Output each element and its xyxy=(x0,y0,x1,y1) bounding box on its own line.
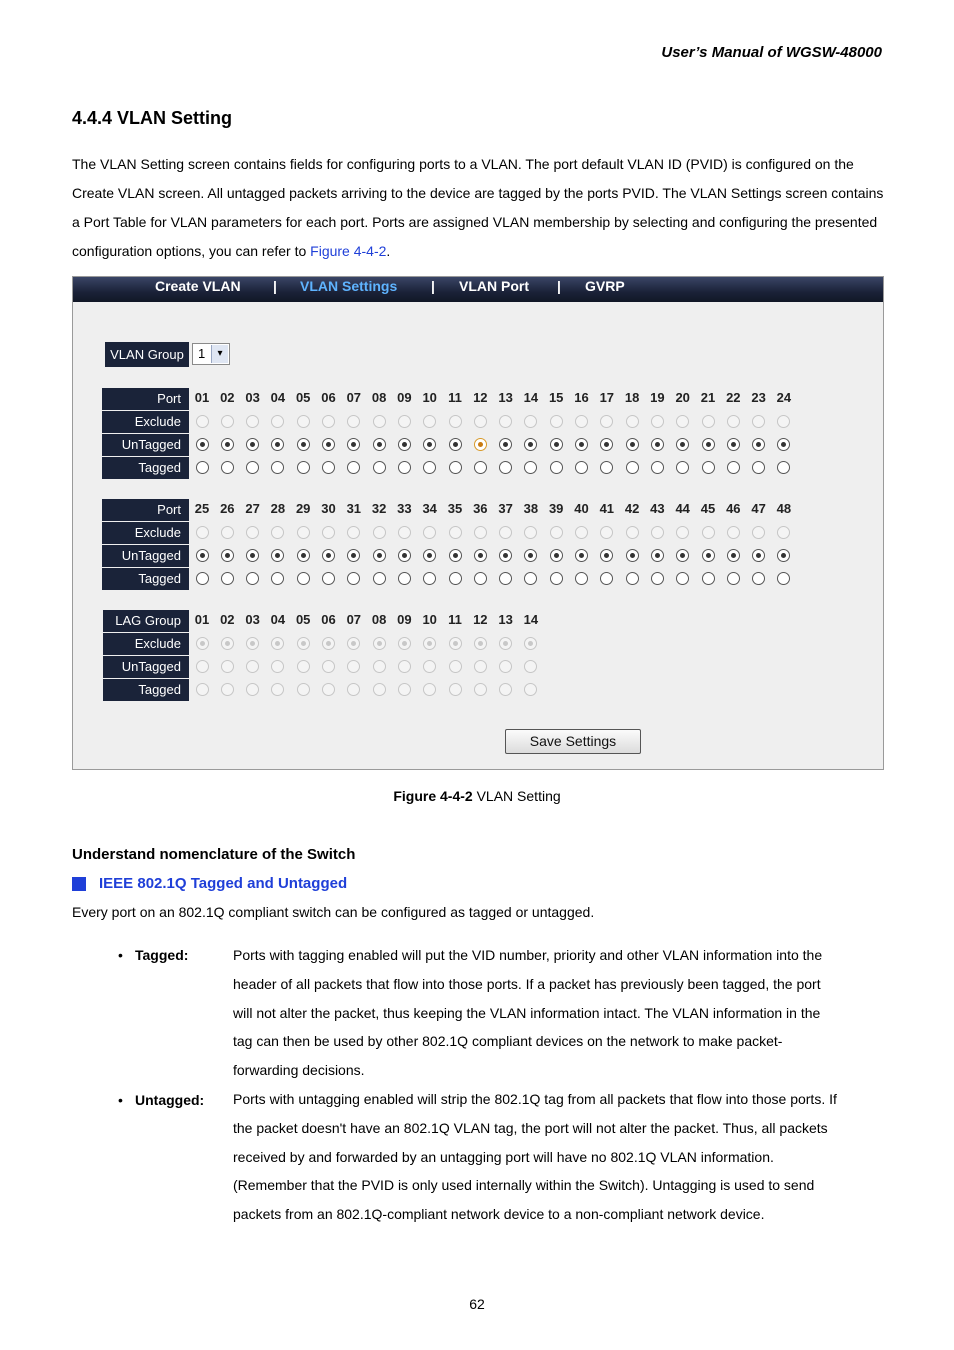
port-number-28: 28 xyxy=(270,501,286,516)
radio-tagged-43[interactable] xyxy=(651,572,664,585)
row-label-tagged: Tagged xyxy=(103,679,189,701)
radio-untagged-44[interactable] xyxy=(676,549,689,562)
radio-tagged-48[interactable] xyxy=(777,572,790,585)
desc-tagged: Ports with tagging enabled will put the VID number, priority and other VLAN information into the header of all packets that flow into those ports. If a packet has previously been tagged, the port will not alter the packet, thus keeping the VLAN information intact. The VLAN information in the tag can then be used by other 802.1Q compliant devices on the network to make packet-forwarding decisions. xyxy=(233,947,823,1079)
term-untagged: Untagged: xyxy=(135,1092,205,1108)
radio-tagged-14[interactable] xyxy=(524,461,537,474)
radio-exclude-24 xyxy=(777,415,790,428)
radio-tagged-05 xyxy=(297,683,310,696)
radio-tagged-37[interactable] xyxy=(499,572,512,585)
port-number-29: 29 xyxy=(295,501,311,516)
port-number-30: 30 xyxy=(321,501,336,516)
lag-number-01: 01 xyxy=(194,612,210,627)
radio-tagged-06 xyxy=(322,683,335,696)
port-number-32: 32 xyxy=(371,501,387,516)
radio-untagged-40[interactable] xyxy=(575,549,588,562)
radio-untagged-16[interactable] xyxy=(575,438,588,451)
nav-vlan-port[interactable]: VLAN Port xyxy=(459,278,529,294)
radio-tagged-31[interactable] xyxy=(347,572,360,585)
radio-tagged-04[interactable] xyxy=(271,461,284,474)
radio-untagged-10[interactable] xyxy=(423,438,436,451)
radio-tagged-09[interactable] xyxy=(398,461,411,474)
save-settings-button[interactable]: Save Settings xyxy=(505,729,641,754)
manual-title: User’s Manual of WGSW-48000 xyxy=(661,44,882,61)
radio-tagged-12 xyxy=(474,683,487,696)
radio-untagged-35[interactable] xyxy=(449,549,462,562)
radio-exclude-29 xyxy=(297,526,310,539)
radio-exclude-02 xyxy=(221,637,234,650)
radio-untagged-41[interactable] xyxy=(600,549,613,562)
radio-untagged-03[interactable] xyxy=(246,438,259,451)
radio-untagged-47[interactable] xyxy=(752,549,765,562)
port-number-12: 12 xyxy=(473,390,488,405)
radio-tagged-34[interactable] xyxy=(423,572,436,585)
nav-vlan-settings[interactable]: VLAN Settings xyxy=(300,278,398,294)
radio-exclude-09 xyxy=(398,637,411,650)
lag-number-14: 14 xyxy=(523,612,539,627)
radio-exclude-06 xyxy=(322,637,335,650)
radio-tagged-44[interactable] xyxy=(676,572,689,585)
radio-untagged-21[interactable] xyxy=(702,438,715,451)
port-number-20: 20 xyxy=(675,390,690,405)
radio-tagged-04 xyxy=(271,683,284,696)
radio-exclude-01 xyxy=(196,637,209,650)
radio-untagged-02[interactable] xyxy=(221,438,234,451)
port-number-43: 43 xyxy=(650,501,665,516)
radio-exclude-39 xyxy=(550,526,563,539)
square-bullet-icon xyxy=(72,877,86,891)
radio-untagged-05 xyxy=(297,660,310,673)
lag-number-08: 08 xyxy=(371,612,387,627)
radio-tagged-05[interactable] xyxy=(297,461,310,474)
radio-exclude-04 xyxy=(271,637,284,650)
term-tagged: Tagged: xyxy=(135,947,189,963)
radio-exclude-34 xyxy=(423,526,436,539)
port-number-41: 41 xyxy=(599,501,615,516)
row-label-untagged: UnTagged xyxy=(102,545,189,567)
row-label-lag-group: LAG Group xyxy=(103,610,189,632)
radio-tagged-29[interactable] xyxy=(297,572,310,585)
radio-untagged-07[interactable] xyxy=(347,438,360,451)
radio-exclude-45 xyxy=(702,526,715,539)
radio-tagged-47[interactable] xyxy=(752,572,765,585)
radio-exclude-37 xyxy=(499,526,512,539)
nav-separator: | xyxy=(557,278,561,294)
radio-tagged-01 xyxy=(196,683,209,696)
lag-number-05: 05 xyxy=(295,612,311,627)
radio-exclude-30 xyxy=(322,526,335,539)
section-title: 4.4.4 VLAN Setting xyxy=(72,108,233,128)
desc-untagged: Ports with untagging enabled will strip the 802.1Q tag from all packets that flow into those ports. If the packet doesn't have an 802.1Q VLAN tag, the port will not alter the packet. Thus, all packets received by and forwarded by an untagging port will have no 802.1Q VLAN information. (Remember that the PVID is only used internally within the Switch). Untagging is used to send packets from an 802.1Q-compliant network device to a non-compliant network device. xyxy=(233,1091,837,1223)
lag-number-09: 09 xyxy=(397,612,412,627)
radio-exclude-07 xyxy=(347,415,360,428)
row-label-tagged: Tagged xyxy=(102,457,189,479)
radio-tagged-08 xyxy=(373,683,386,696)
radio-tagged-06[interactable] xyxy=(322,461,335,474)
nav-separator: | xyxy=(273,278,277,294)
row-label-tagged: Tagged xyxy=(102,568,189,590)
radio-exclude-27 xyxy=(246,526,259,539)
intro-text: The VLAN Setting screen contains fields for configuring ports to a VLAN. The port default VLAN ID (PVID) is configured on the Create VLAN screen. All untagged packets arriving to the device are tagged by the ports PVID. The VLAN Settings screen contains a Port Table for VLAN parameters for each port. Ports are assigned VLAN membership by selecting and configuring the presented configuration options, you can refer to xyxy=(72,156,884,259)
radio-exclude-13 xyxy=(499,415,512,428)
radio-tagged-15[interactable] xyxy=(550,461,563,474)
caption-text: VLAN Setting xyxy=(472,788,561,804)
radio-untagged-30[interactable] xyxy=(322,549,335,562)
radio-tagged-07[interactable] xyxy=(347,461,360,474)
radio-tagged-08[interactable] xyxy=(373,461,386,474)
port-number-34: 34 xyxy=(422,501,437,516)
radio-exclude-28 xyxy=(271,526,284,539)
radio-tagged-38[interactable] xyxy=(524,572,537,585)
port-number-13: 13 xyxy=(498,390,513,405)
radio-exclude-08 xyxy=(373,637,386,650)
port-number-46: 46 xyxy=(726,501,741,516)
radio-exclude-06 xyxy=(322,415,335,428)
port-number-24: 24 xyxy=(776,390,792,405)
radio-tagged-18[interactable] xyxy=(626,461,639,474)
radio-untagged-39[interactable] xyxy=(550,549,563,562)
port-number-36: 36 xyxy=(473,501,488,516)
port-number-39: 39 xyxy=(548,501,564,516)
radio-exclude-14 xyxy=(524,415,537,428)
port-number-27: 27 xyxy=(245,501,260,516)
radio-untagged-25[interactable] xyxy=(196,549,209,562)
radio-tagged-24[interactable] xyxy=(777,461,790,474)
radio-tagged-22[interactable] xyxy=(727,461,740,474)
port-number-16: 16 xyxy=(574,390,589,405)
row-label-exclude: Exclude xyxy=(102,522,189,544)
port-number-38: 38 xyxy=(523,501,539,516)
radio-exclude-02 xyxy=(221,415,234,428)
radio-tagged-42[interactable] xyxy=(626,572,639,585)
nav-separator: | xyxy=(431,278,435,294)
port-number-05: 05 xyxy=(295,390,311,405)
radio-exclude-09 xyxy=(398,415,411,428)
port-number-33: 33 xyxy=(397,501,412,516)
radio-exclude-25 xyxy=(196,526,209,539)
radio-untagged-38[interactable] xyxy=(524,549,537,562)
radio-untagged-28[interactable] xyxy=(271,549,284,562)
lag-number-04: 04 xyxy=(270,612,286,627)
radio-exclude-03 xyxy=(246,637,259,650)
port-number-08: 08 xyxy=(371,390,387,405)
port-number-45: 45 xyxy=(700,501,716,516)
caption-label: Figure 4-4-2 xyxy=(393,788,473,804)
lag-number-11: 11 xyxy=(448,612,462,627)
radio-untagged-29[interactable] xyxy=(297,549,310,562)
radio-exclude-01 xyxy=(196,415,209,428)
radio-exclude-12 xyxy=(474,415,487,428)
nomenclature-subtitle: IEEE 802.1Q Tagged and Untagged xyxy=(99,875,348,892)
radio-tagged-13[interactable] xyxy=(499,461,512,474)
radio-tagged-30[interactable] xyxy=(322,572,335,585)
radio-exclude-26 xyxy=(221,526,234,539)
radio-tagged-28[interactable] xyxy=(271,572,284,585)
radio-tagged-35[interactable] xyxy=(449,572,462,585)
port-number-10: 10 xyxy=(422,390,437,405)
radio-untagged-19[interactable] xyxy=(651,438,664,451)
lag-number-07: 07 xyxy=(346,612,362,627)
radio-untagged-31[interactable] xyxy=(347,549,360,562)
lag-number-03: 03 xyxy=(245,612,260,627)
bullet-dot-icon: • xyxy=(118,1092,123,1108)
radio-exclude-12 xyxy=(474,637,487,650)
vlan-settings-figure xyxy=(72,276,884,770)
radio-exclude-13 xyxy=(499,637,512,650)
radio-tagged-02[interactable] xyxy=(221,461,234,474)
radio-untagged-23[interactable] xyxy=(752,438,765,451)
radio-tagged-26[interactable] xyxy=(221,572,234,585)
radio-untagged-32[interactable] xyxy=(373,549,386,562)
radio-exclude-05 xyxy=(297,415,310,428)
radio-untagged-08[interactable] xyxy=(373,438,386,451)
radio-exclude-15 xyxy=(550,415,563,428)
radio-exclude-10 xyxy=(423,637,436,650)
radio-tagged-10 xyxy=(423,683,436,696)
page-number: 62 xyxy=(469,1296,485,1312)
radio-untagged-05[interactable] xyxy=(297,438,310,451)
radio-tagged-07 xyxy=(347,683,360,696)
port-number-26: 26 xyxy=(220,501,235,516)
port-number-42: 42 xyxy=(624,501,640,516)
radio-untagged-13 xyxy=(499,660,512,673)
radio-tagged-33[interactable] xyxy=(398,572,411,585)
radio-exclude-03 xyxy=(246,415,259,428)
radio-tagged-25[interactable] xyxy=(196,572,209,585)
radio-exclude-35 xyxy=(449,526,462,539)
port-number-17: 17 xyxy=(599,390,615,405)
radio-untagged-10 xyxy=(423,660,436,673)
radio-exclude-47 xyxy=(752,526,765,539)
radio-tagged-32[interactable] xyxy=(373,572,386,585)
radio-untagged-26[interactable] xyxy=(221,549,234,562)
port-number-06: 06 xyxy=(321,390,336,405)
figure-link[interactable]: Figure 4-4-2 xyxy=(310,243,387,259)
radio-exclude-21 xyxy=(702,415,715,428)
radio-tagged-41[interactable] xyxy=(600,572,613,585)
radio-tagged-11[interactable] xyxy=(449,461,462,474)
radio-tagged-17[interactable] xyxy=(600,461,613,474)
intro-end: . xyxy=(386,243,391,259)
row-label-port: Port xyxy=(102,499,189,521)
port-number-47: 47 xyxy=(751,501,766,516)
port-number-40: 40 xyxy=(574,501,589,516)
radio-exclude-14 xyxy=(524,637,537,650)
radio-exclude-04 xyxy=(271,415,284,428)
radio-untagged-15[interactable] xyxy=(550,438,563,451)
lag-number-02: 02 xyxy=(220,612,235,627)
port-number-23: 23 xyxy=(751,390,766,405)
radio-exclude-38 xyxy=(524,526,537,539)
radio-tagged-02 xyxy=(221,683,234,696)
vlan-nav-bar xyxy=(73,277,883,302)
radio-tagged-13 xyxy=(499,683,512,696)
radio-exclude-31 xyxy=(347,526,360,539)
lag-number-10: 10 xyxy=(422,612,437,627)
radio-exclude-36 xyxy=(474,526,487,539)
port-number-18: 18 xyxy=(624,390,640,405)
radio-untagged-04[interactable] xyxy=(271,438,284,451)
port-number-44: 44 xyxy=(675,501,690,516)
radio-untagged-11[interactable] xyxy=(449,438,462,451)
radio-tagged-10[interactable] xyxy=(423,461,436,474)
radio-untagged-08 xyxy=(373,660,386,673)
port-number-11: 11 xyxy=(448,390,462,405)
radio-exclude-18 xyxy=(626,415,639,428)
row-label-exclude: Exclude xyxy=(102,411,189,433)
radio-untagged-12[interactable] xyxy=(474,438,487,451)
nav-gvrp[interactable]: GVRP xyxy=(585,278,625,294)
radio-tagged-27[interactable] xyxy=(246,572,259,585)
lag-number-13: 13 xyxy=(498,612,513,627)
figure-caption xyxy=(0,788,954,804)
radio-exclude-46 xyxy=(727,526,740,539)
port-number-03: 03 xyxy=(245,390,260,405)
radio-exclude-10 xyxy=(423,415,436,428)
port-number-09: 09 xyxy=(397,390,412,405)
radio-tagged-39[interactable] xyxy=(550,572,563,585)
row-label-untagged: UnTagged xyxy=(102,434,189,456)
radio-untagged-46[interactable] xyxy=(727,549,740,562)
radio-exclude-43 xyxy=(651,526,664,539)
radio-exclude-33 xyxy=(398,526,411,539)
radio-tagged-09 xyxy=(398,683,411,696)
radio-untagged-18[interactable] xyxy=(626,438,639,451)
chevron-down-icon: ▾ xyxy=(211,345,228,363)
radio-tagged-45[interactable] xyxy=(702,572,715,585)
port-number-19: 19 xyxy=(650,390,665,405)
radio-tagged-46[interactable] xyxy=(727,572,740,585)
radio-tagged-12[interactable] xyxy=(474,461,487,474)
radio-untagged-45[interactable] xyxy=(702,549,715,562)
radio-untagged-48[interactable] xyxy=(777,549,790,562)
radio-tagged-23[interactable] xyxy=(752,461,765,474)
port-number-04: 04 xyxy=(270,390,286,405)
radio-tagged-40[interactable] xyxy=(575,572,588,585)
radio-untagged-06 xyxy=(322,660,335,673)
radio-untagged-20[interactable] xyxy=(676,438,689,451)
radio-exclude-05 xyxy=(297,637,310,650)
radio-tagged-16[interactable] xyxy=(575,461,588,474)
lag-number-06: 06 xyxy=(321,612,336,627)
radio-tagged-20[interactable] xyxy=(676,461,689,474)
port-number-37: 37 xyxy=(498,501,513,516)
port-number-25: 25 xyxy=(194,501,210,516)
radio-exclude-20 xyxy=(676,415,689,428)
radio-untagged-01 xyxy=(196,660,209,673)
radio-tagged-01[interactable] xyxy=(196,461,209,474)
radio-untagged-03 xyxy=(246,660,259,673)
port-number-31: 31 xyxy=(346,501,362,516)
radio-exclude-40 xyxy=(575,526,588,539)
radio-exclude-11 xyxy=(449,637,462,650)
radio-exclude-42 xyxy=(626,526,639,539)
intro-paragraph xyxy=(72,150,884,266)
radio-exclude-22 xyxy=(727,415,740,428)
radio-untagged-42[interactable] xyxy=(626,549,639,562)
radio-untagged-43[interactable] xyxy=(651,549,664,562)
radio-untagged-12 xyxy=(474,660,487,673)
radio-untagged-27[interactable] xyxy=(246,549,259,562)
vlan-group-select[interactable] xyxy=(192,343,230,365)
radio-untagged-37[interactable] xyxy=(499,549,512,562)
radio-untagged-22[interactable] xyxy=(727,438,740,451)
nomenclature-intro: Every port on an 802.1Q compliant switch can be configured as tagged or untagged. xyxy=(72,904,595,920)
radio-untagged-01[interactable] xyxy=(196,438,209,451)
radio-exclude-44 xyxy=(676,526,689,539)
radio-untagged-11 xyxy=(449,660,462,673)
radio-tagged-03[interactable] xyxy=(246,461,259,474)
nomenclature-title: Understand nomenclature of the Switch xyxy=(72,846,356,863)
radio-tagged-19[interactable] xyxy=(651,461,664,474)
radio-exclude-08 xyxy=(373,415,386,428)
radio-exclude-16 xyxy=(575,415,588,428)
radio-untagged-33[interactable] xyxy=(398,549,411,562)
radio-exclude-07 xyxy=(347,637,360,650)
radio-exclude-48 xyxy=(777,526,790,539)
radio-exclude-41 xyxy=(600,526,613,539)
radio-untagged-14[interactable] xyxy=(524,438,537,451)
radio-tagged-36[interactable] xyxy=(474,572,487,585)
radio-untagged-36[interactable] xyxy=(474,549,487,562)
radio-exclude-17 xyxy=(600,415,613,428)
radio-exclude-32 xyxy=(373,526,386,539)
port-number-15: 15 xyxy=(548,390,564,405)
radio-untagged-04 xyxy=(271,660,284,673)
radio-exclude-19 xyxy=(651,415,664,428)
port-number-48: 48 xyxy=(776,501,792,516)
vlan-group-value: 1 xyxy=(198,346,206,361)
port-number-01: 01 xyxy=(194,390,210,405)
radio-untagged-14 xyxy=(524,660,537,673)
radio-untagged-17[interactable] xyxy=(600,438,613,451)
lag-number-12: 12 xyxy=(473,612,488,627)
radio-untagged-07 xyxy=(347,660,360,673)
port-number-02: 02 xyxy=(220,390,235,405)
radio-tagged-11 xyxy=(449,683,462,696)
row-label-exclude: Exclude xyxy=(103,633,189,655)
vlan-group-label: VLAN Group xyxy=(105,342,189,367)
radio-exclude-23 xyxy=(752,415,765,428)
radio-untagged-13[interactable] xyxy=(499,438,512,451)
radio-untagged-09[interactable] xyxy=(398,438,411,451)
radio-exclude-11 xyxy=(449,415,462,428)
radio-untagged-24[interactable] xyxy=(777,438,790,451)
port-number-07: 07 xyxy=(346,390,362,405)
radio-untagged-02 xyxy=(221,660,234,673)
radio-untagged-34[interactable] xyxy=(423,549,436,562)
radio-tagged-14 xyxy=(524,683,537,696)
radio-tagged-21[interactable] xyxy=(702,461,715,474)
port-number-14: 14 xyxy=(523,390,539,405)
port-number-35: 35 xyxy=(447,501,463,516)
port-number-21: 21 xyxy=(700,390,716,405)
bullet-dot-icon: • xyxy=(118,947,123,963)
radio-untagged-09 xyxy=(398,660,411,673)
row-label-untagged: UnTagged xyxy=(103,656,189,678)
row-label-port: Port xyxy=(102,388,189,410)
radio-untagged-06[interactable] xyxy=(322,438,335,451)
radio-tagged-03 xyxy=(246,683,259,696)
nav-create-vlan[interactable]: Create VLAN xyxy=(155,278,241,294)
port-number-22: 22 xyxy=(726,390,741,405)
